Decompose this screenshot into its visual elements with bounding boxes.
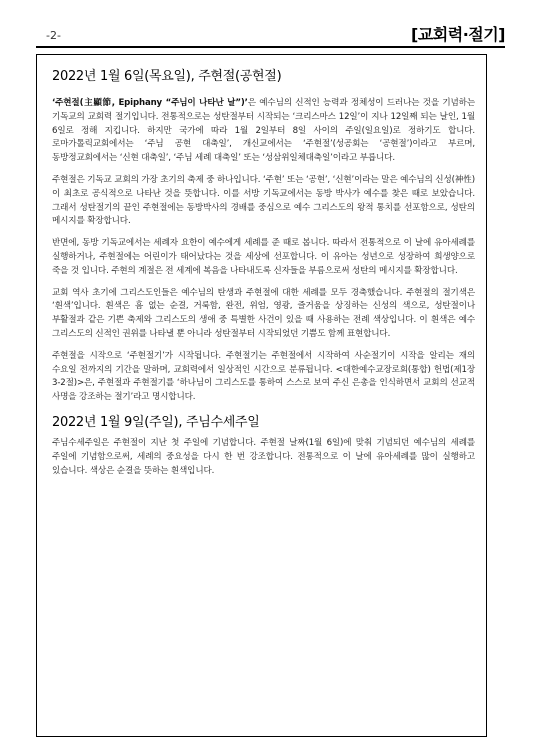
paragraph-text: 주현절은 기독교 교회의 가장 초기의 축제 중 하나입니다. ‘주현’ 또는 ‘공현’, ‘신현’이라는 말은 예수님의 신성(神性)이 최초로 공식적으로 나타난 것을 뜻합니다. 이를 서방 기독교에서는 동방 박사가 예수를 찾은 때로 보았습니다. 그래서 성탄절기의 끝인 주현절에는 동방박사의 경배를 중심으로 예수 그리스도의 왕적 통치를 선포함으로, 성탄의 메시지를 확장합니다. <box>52 174 475 227</box>
paragraph-text: 교회 역사 초기에 그리스도인들은 예수님의 탄생과 주현절에 대한 세례를 모두 경축했습니다. 주현절의 절기색은 ‘흰색’입니다. 흰색은 흠 없는 순결, 거룩함, 완전, 위엄, 영광, 즐거움을 상징하는 신성의 색으로, 성탄절이나 부활절과 같은 기쁜 축제와 그리스도의 생애 중 특별한 사건이 있을 때 사용하는 전례 색상입니다. 이 흰색은 예수 그리스도의 신적인 권위를 나타낼 뿐 아니라 성탄절부터 시작되었던 기쁨도 함께 표현합니다. <box>52 287 475 339</box>
paragraph-text: 주현절을 시작으로 ‘주현절기’가 시작됩니다. 주현절기는 주현절에서 시작하여 사순절기이 시작을 알리는 재의 수요일 전까지의 기간을 말하며, 교회력에서 일상적인 시간으로 분류됩니다. <대한예수교장로회(통합) 헌법(제1장 3-2절)>은, 주현절과 주현절기를 ‘하나님이 그리스도를 통하여 스스로 보여 주신 은총을 인식하면서 교회의 선교적 사명을 강조하는 절기’라고 명시합니다. <box>52 350 475 403</box>
paragraph <box>52 237 475 278</box>
paragraph-text: 반면에, 동방 기독교에서는 세례자 요한이 예수에게 세례를 준 때로 봅니다. 따라서 전통적으로 이 날에 유아세례를 실행하거나, 주현절에는 어린이가 태어났다는 것을 세상에 선포합니다. 이 유아는 성년으로 성장하여 희생양으로 죽을 것 입니다. 주현의 계절은 전 세계에 복음을 나타내도록 신자들을 부름으로써 성탄의 메시지를 확장합니다. <box>52 238 475 276</box>
paragraph <box>52 97 475 166</box>
section-tag: [교회력·절기] <box>411 25 505 44</box>
header-divider <box>36 46 505 48</box>
section-heading-epiphany: 2022년 1월 6일(목요일), 주현절(공현절) <box>52 69 282 84</box>
content-box <box>36 54 487 737</box>
paragraph-text: 은 예수님의 신적인 능력과 정체성이 드러나는 것을 기념하는 기독교의 교회력 절기입니다. 전통적으로는 성탄절부터 시작되는 ‘크리스마스 12일’이 지나 12일째 되는 날인, 1월 6일로 정해 지킵니다. 하지만 국가에 따라 1월 2일부터 8일 사이의 주일(일요일)로 정하기도 합니다. 로마가톨릭교회에서는 ‘주님 공현 대축일’, 개신교에서는 ‘주현절’(성공회는 ‘공현절’)이라고 부르며, 동방정교회에서는 ‘신현 대축일’, ‘주님 세례 대축일’ 또는 ‘성삼위일체대축일’이라고 부릅니다. <box>52 98 475 164</box>
section-heading-baptism-sunday: 2022년 1월 9일(주일), 주님수세주일 <box>52 414 260 430</box>
paragraph <box>52 287 475 342</box>
term-lead: ‘주현절(主顯節, Epiphany “주님이 나타난 날”)’ <box>52 98 248 108</box>
paragraph <box>52 437 475 478</box>
page-header <box>0 0 533 44</box>
paragraph <box>52 174 475 229</box>
page-number: -2- <box>46 29 61 42</box>
paragraph <box>52 350 475 405</box>
paragraph-text: 주님수세주일은 주현절이 지난 첫 주일에 기념합니다. 주현절 날짜(1월 6일)에 맞춰 기념되던 예수님의 세례를 주일에 기념함으로써, 세례의 중요성을 다시 한 번 강조합니다. 전통적으로 이 날에 유아세례를 많이 실행하고 있습니다. 색상은 순결을 뜻하는 흰색입니다. <box>52 437 475 476</box>
